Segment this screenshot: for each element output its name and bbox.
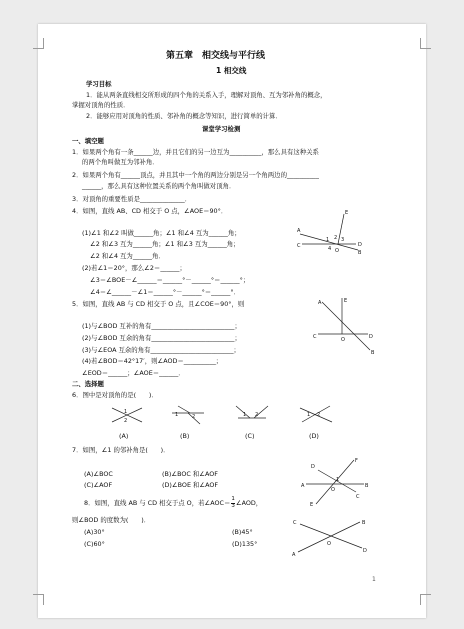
question-5-line: ∠EOD＝______；∠AOE＝______． (82, 369, 185, 377)
q8-option-d[interactable]: (D)135° (232, 540, 258, 548)
question-2-cont: ______，那么具有这种位置关系的两个角叫做对顶角． (82, 182, 236, 190)
figure-q5 (310, 296, 380, 358)
question-7: 7．如图，∠1 的邻补角是( )． (72, 446, 170, 454)
fig4-label: C (297, 243, 301, 249)
question-5: 5．如图，直线 AB 与 CD 相交于 O 点，且∠COE＝90°，则 (72, 300, 245, 308)
fig7-label: D (311, 464, 315, 470)
goal-line: 掌握对顶角的性质． (72, 101, 130, 109)
q6-option-b[interactable]: (B) (180, 432, 190, 440)
question-2: 2．如果两个角有______顶点，并且其中一个角的两边分别是另一个角两边的__________ (72, 171, 319, 179)
q6-option-a[interactable]: (A) (119, 432, 129, 440)
section-class-test: 课堂学习检测 (202, 125, 241, 133)
fig4-label: 3 (341, 237, 345, 243)
svg-text:1: 1 (124, 409, 128, 415)
question-5-line: (1)与∠BOD 互补的角有__________________________； (82, 322, 241, 330)
q8-option-c[interactable]: (C)60° (84, 540, 105, 548)
fig4-label: E (345, 210, 349, 216)
figure-q6-a (110, 404, 146, 426)
question-1-cont: 的两个角叫做互为邻补角． (82, 158, 159, 166)
svg-text:1: 1 (307, 412, 311, 418)
margin-corner-mark (420, 38, 431, 49)
section-choice: 二、选择题 (72, 380, 104, 388)
svg-text:1: 1 (175, 412, 179, 418)
section-fill: 一、填空题 (72, 137, 104, 145)
question-4-line: ∠4＝∠______－∠1＝______°－______°＝______°． (90, 288, 240, 296)
question-8 (84, 497, 262, 509)
fig7-label: B (365, 483, 369, 489)
q6-option-d[interactable]: (D) (309, 432, 319, 440)
margin-corner-mark (33, 38, 44, 49)
q7-option-b[interactable]: (B)∠BOC 和∠AOF (162, 470, 218, 478)
margin-corner-mark (420, 594, 431, 605)
section-learn-goal: 学习目标 (86, 80, 112, 88)
lesson-title: 1 相交线 (216, 66, 247, 75)
figure-q8 (290, 514, 370, 558)
svg-text:2: 2 (124, 418, 128, 424)
fig4-label: A (297, 228, 301, 234)
question-6: 6．图中是对顶角的是( )． (72, 391, 158, 399)
fig5-label: B (371, 350, 375, 356)
fig4-label: D (358, 242, 362, 248)
fig4-label: O (335, 248, 339, 254)
page-number: 1 (372, 576, 376, 583)
figure-q7 (298, 456, 370, 508)
question-4-line: (2)若∠1＝20°，那么∠2＝______； (82, 264, 186, 272)
fig4-label: 2 (334, 235, 338, 241)
fig7-label: F (355, 458, 358, 464)
q8-option-a[interactable]: (A)30° (84, 528, 105, 536)
svg-text:1: 1 (243, 412, 247, 418)
fraction (231, 497, 235, 509)
goal-line: 1．能从两条直线相交所形成的四个角的关系入手，理解对顶角、互为邻补角的概念， (86, 91, 327, 99)
fig5-label: C (313, 334, 317, 340)
q8-option-b[interactable]: (B)45° (232, 528, 253, 536)
question-3: 3．对顶角的重要性质是______________． (72, 195, 192, 203)
svg-text:2: 2 (192, 414, 196, 420)
question-8-text: 8．如图，直线 AB 与 CD 相交于点 O，若∠AOC＝ (84, 499, 231, 507)
q7-option-c[interactable]: (C)∠AOF (84, 481, 113, 489)
figure-q6-b (170, 404, 206, 426)
fig7-label: O (331, 487, 335, 493)
question-5-line: (3)与∠EOA 互余的角有__________________________； (82, 346, 240, 354)
question-8-cont: 则∠BOD 的度数为( )． (72, 516, 151, 524)
fig5-label: O (341, 337, 345, 343)
fig4-label: B (358, 250, 362, 256)
question-5-line: (2)与∠BOD 互余的角有__________________________； (82, 334, 241, 342)
svg-text:2: 2 (317, 412, 321, 418)
fig8-label: C (293, 520, 297, 526)
question-4-line: ∠3＝∠BOE－∠______＝______°－______°＝______°； (90, 276, 250, 284)
fig4-label: 4 (328, 246, 332, 252)
fig7-label: A (301, 483, 305, 489)
fig4-label: 1 (326, 237, 330, 243)
question-4: 4．如图，直线 AB、CD 相交于 O 点，∠AOE＝90°． (72, 207, 228, 215)
svg-text:2: 2 (255, 412, 259, 418)
fig5-label: D (369, 334, 373, 340)
fig5-label: E (344, 298, 348, 304)
question-1: 1．如果两个角有一条______边，并且它们的另一边互为__________，那么具有这种关系 (72, 148, 319, 156)
fig8-label: D (363, 548, 367, 554)
margin-corner-mark (33, 594, 44, 605)
fig5-label: A (318, 300, 322, 306)
fraction-denominator: 3 (231, 502, 235, 509)
fig7-label: 1 (336, 477, 340, 483)
question-5-line: (4)若∠BOD＝42°17′，则∠AOD＝__________； (82, 357, 223, 365)
fig7-label: E (310, 502, 314, 508)
figure-q4 (296, 208, 366, 258)
question-8-text: ∠AOD， (235, 499, 263, 507)
question-4-line: ∠2 和∠3 互为______角；∠1 和∠3 互为______角； (90, 240, 240, 248)
fig8-label: A (292, 552, 296, 558)
figure-q6-d (298, 404, 334, 426)
question-4-line: (1)∠1 和∠2 叫做______角；∠1 和∠4 互为______角； (82, 229, 241, 237)
chapter-title: 第五章 相交线与平行线 (166, 51, 266, 61)
fraction-numerator: 1 (231, 496, 235, 502)
fig8-label: B (362, 520, 366, 526)
q7-option-a[interactable]: (A)∠BOC (84, 470, 113, 478)
fig7-label: C (356, 494, 360, 500)
question-4-line: ∠2 和∠4 互为______角． (90, 252, 165, 260)
fig8-label: O (327, 541, 331, 547)
goal-line: 2．能够应用对顶角的性质、邻补角的概念等知识，进行简单的计算． (86, 112, 282, 120)
figure-q6-c (234, 404, 270, 426)
q6-option-c[interactable]: (C) (245, 432, 255, 440)
q7-option-d[interactable]: (D)∠BOE 和∠AOF (162, 481, 219, 489)
